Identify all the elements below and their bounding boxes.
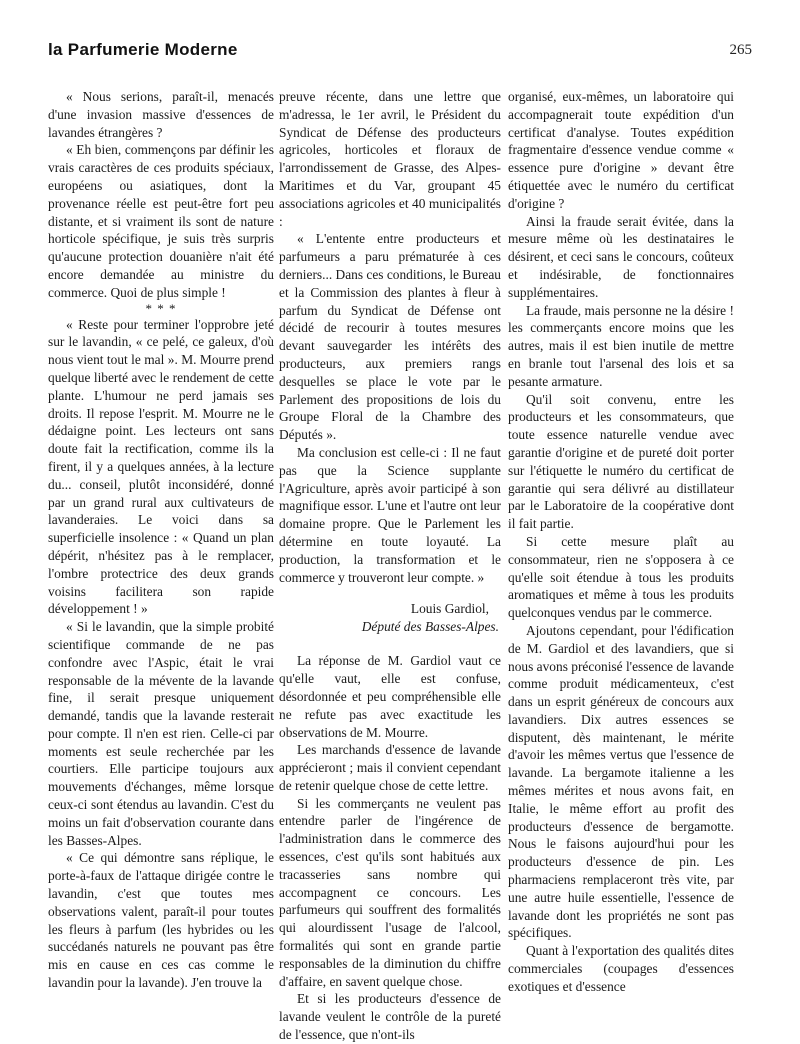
page-number: 265 — [729, 42, 752, 58]
paragraph: Si les commerçants ne veulent pas entendre parler de l'ingérence de l'administration dans le commerce des essences, c'est qu'ils sont habitués aux tracasseries sans nombre qui accompagnent ce concours. Les parfumeurs qui souffrent des formalités qui alourdissent l'usage de l'alcool, formalités qui sont en grande partie responsables de la diminution du chiffre d'affaire, en savent quelque chose. — [279, 795, 501, 989]
paragraph: « L'entente entre producteurs et parfumeurs a paru prématurée à ces derniers... Dans ces conditions, le Bureau et la Commission des plantes à fleur à parfum du Syndicat de Défense ont décidé de recourir à toutes mesures devant sauvegarder les intérêts des producteurs, aux premiers rangs desquelles se place le vote par le Parlement des propositions de lois du Groupe Floral de la Chambre des Députés ». — [279, 231, 501, 443]
column-left — [48, 88, 274, 992]
column-middle — [279, 88, 501, 1044]
paragraph: Si cette mesure plaît au consommateur, rien ne s'opposera à ce qu'elle soit étendue à tous les produits aromatiques et même à tous les produits quelconques vendus par le commerce. — [508, 533, 734, 621]
paragraph: « Reste pour terminer l'opprobre jeté sur le lavandin, « ce pelé, ce galeux, d'où nous vient tout le mal ». M. Mourre prend quelque liberté avec le rendement de cette plante. L'humour ne perd jamais ses droits. Il repose l'esprit. M. Mourre ne le dédaigne point. Les lecteurs ont sans doute fait la rectification, comme ils la firent, il y a quelques années, à la lecture du... conseil, plutôt inconsidéré, donné par un grand rural aux cultivateurs de lavanderaies. Le voici dans sa superficielle insolence : « Quand un plan dépérit, n'hésitez pas à le remplacer, l'ombre protectrice des deux grands voisins facilitera son rapide développement ! » — [48, 316, 274, 617]
paragraph: La réponse de M. Gardiol vaut ce qu'elle vaut, elle est confuse, désordonnée et peu compréhensible elle ne refute pas avec exactitude les observations de M. Mourre. — [279, 653, 501, 740]
paragraph: Qu'il soit convenu, entre les producteurs et les consommateurs, que toute essence naturelle vendue avec garantie d'origine et de pureté doit porter sur l'étiquette le numéro du certificat de garantie qui sera délivré au distillateur par le Laboratoire de la coopérative dont il fait partie. — [508, 391, 734, 532]
section-separator-asterisks: * * * — [145, 300, 177, 316]
paragraph: « Ce qui démontre sans réplique, le porte-à-faux de l'attaque dirigée contre le lavandin, c'est que toutes mes observations valent, paraît-il pour toutes les fleurs à parfum (les hybrides ou les succédanés naturels ne pouvant pas être mis en cause en ces cas comme le lavandin pour la lavande). J'en trouve la — [48, 850, 274, 991]
author-title: Député des Basses-Alpes. — [361, 619, 499, 635]
author-name: Louis Gardiol, — [410, 601, 489, 617]
paragraph: Quant à l'exportation des qualités dites commerciales (coupages d'essences exotiques et d'essence — [508, 943, 734, 994]
paragraph: « Eh bien, commençons par définir les vrais caractères de ces produits spéciaux, européens ou asiatiques, dont la provenance réelle est peut-être fort peu distante, et si vraiment ils sont de nature horticole spécifique, je suis très surpris qu'aucune protection douanière n'ait été encore demandée au ministre du commerce. Quoi de plus simple ! — [48, 142, 274, 300]
paragraph: « Nous serions, paraît-il, menacés d'une invasion massive d'essences de lavandes étrangères ? — [48, 89, 274, 140]
paragraph: preuve récente, dans une lettre que m'adressa, le 1er avril, le Président du Syndicat de Défense des producteurs agricoles, horticoles et floraux de l'arrondissement de Grasse, des Alpes-Maritimes et du Var, groupant 45 associations agricoles et 40 municipalités : — [279, 89, 501, 229]
paragraph: Les marchands d'essence de lavande apprécieront ; mais il convient cependant de retenir quelque chose de cette lettre. — [279, 742, 501, 793]
signature-block — [279, 600, 501, 636]
running-header — [48, 40, 752, 70]
paragraph: Ajoutons cependant, pour l'édification de M. Gardiol et des lavandiers, que si nous avons préconisé l'essence de lavande comme produit médicamenteux, c'est dans un esprit généreux de concours aux lavandiers. Dix autres essences se disputent, dès maintenant, le mérite d'avoir les mêmes vertus que l'essence de lavande. La bergamote italienne a les mêmes mérites et nous avons fait, en Italie, le même effort au profit des producteurs d'essence de bergamotte. Nous le faisons aujourd'hui pour les producteurs d'essence de pin. Les pharmaciens remplaceront très vite, par une autre huile essentielle, l'essence de lavande dont les propriétés ne sont pas spécifiques. — [508, 622, 734, 941]
paragraph: Ainsi la fraude serait évitée, dans la mesure même où les destinataires le désirent, et ceci sans le concours, coûteux et indésirable, de fonctionnaires supplémentaires. — [508, 213, 734, 300]
paragraph: organisé, eux-mêmes, un laboratoire qui accompagnerait toute expédition d'un certificat d'analyse. Toutes expédition fragmentaire d'essence vendue comme « essence pure d'origine » devant être étiquettée avec le numéro du certificat d'origine ? — [508, 89, 734, 211]
paragraph: Et si les producteurs d'essence de lavande veulent le contrôle de la pureté de l'essence, que n'ont-ils — [279, 991, 501, 1043]
journal-title: la Parfumerie Moderne — [48, 40, 238, 59]
paragraph: « Si le lavandin, que la simple probité scientifique commande de ne pas confondre avec l'Aspic, était le vrai responsable de la mévente de la lavande fine, il serait presque uniquement demandé, tandis que la lavande resterait pour compte. Il n'en est rien. Celle-ci par moments est seule recherchée par les courtiers. Elle participe toujours aux mouvements d'échanges, même lorsque ceux-ci sont étendus au lavandin. C'est du moins un fait d'observation courante dans les Basses-Alpes. — [48, 619, 274, 848]
paragraph: La fraude, mais personne ne la désire ! les commerçants encore moins que les autres, mais il est bien inutile de mettre en branle tout l'arsenal des lois et sa pesante armature. — [508, 302, 734, 389]
paragraph: Ma conclusion est celle-ci : Il ne faut pas que la Science supplante l'Agriculture, après avoir participé à son magnifique essor. L'une et l'autre ont leur domaine propre. Que le Parlement les détermine en toute loyauté. La production, la transformation et le commerce y trouveront leur compte. » — [279, 444, 501, 585]
column-right — [508, 88, 734, 996]
